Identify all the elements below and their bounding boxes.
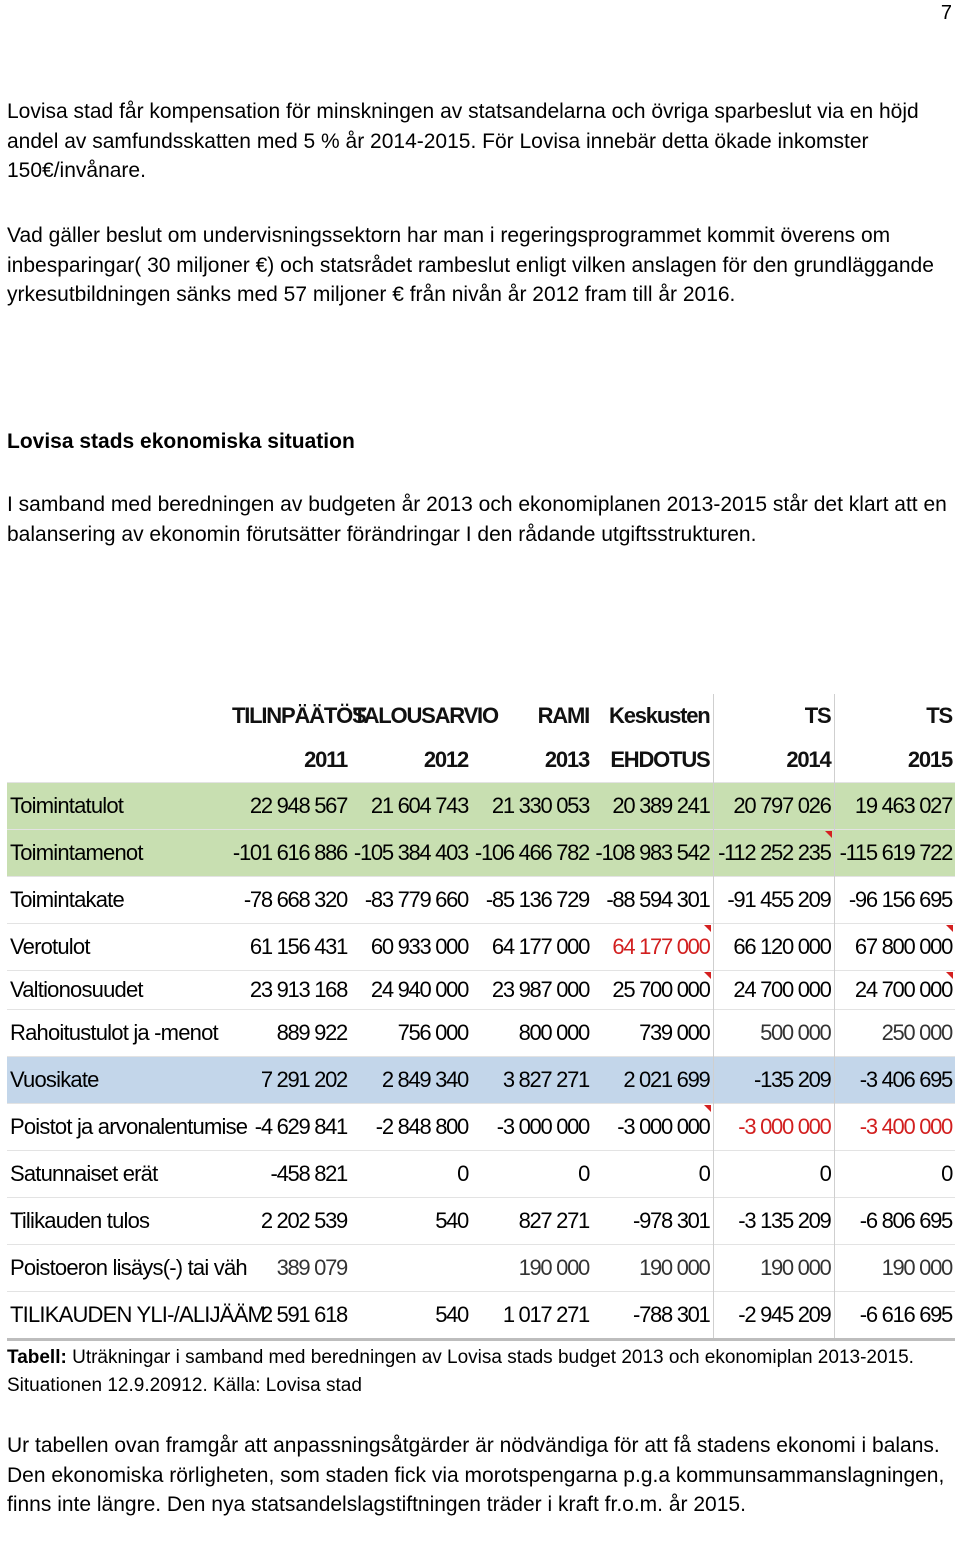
table-cell: 739 000: [592, 1010, 713, 1057]
column-subheader: 2015: [834, 738, 955, 783]
table-cell: -96 156 695: [834, 877, 955, 924]
table-cell: -4 629 841: [229, 1104, 350, 1151]
table-row: [7, 877, 955, 924]
table-cell: 500 000: [713, 1010, 834, 1057]
table-cell: 22 948 567: [229, 783, 350, 830]
column-subheader: EHDOTUS: [610, 747, 710, 772]
section-heading: Lovisa stads ekonomiska situation: [7, 430, 355, 453]
table-cell: -3 406 695: [834, 1057, 955, 1104]
row-label: Tilikauden tulos: [7, 1198, 229, 1245]
row-label: Verotulot: [7, 924, 229, 971]
table-cell: -105 384 403: [350, 830, 471, 877]
table-row: [7, 924, 955, 971]
table-cell: 540: [350, 1292, 471, 1340]
table-row: [7, 1057, 955, 1104]
column-subheader: 2011: [304, 747, 347, 772]
table-header-row: [7, 694, 955, 738]
row-label: Valtionosuudet: [7, 971, 229, 1010]
table-cell: 64 177 000: [471, 924, 592, 971]
table-cell: -6 616 695: [834, 1292, 955, 1340]
caption-label: Tabell:: [7, 1347, 67, 1368]
table-cell: -115 619 722: [834, 830, 955, 877]
table-cell: -106 466 782: [471, 830, 592, 877]
table-cell: 827 271: [471, 1198, 592, 1245]
paragraph-conclusion: Ur tabellen ovan framgår att anpassningsåtgärder är nödvändiga för att få stadens ekonomi i balans. Den ekonomiska rörligheten, som staden fick via morotspengarna p.g.a kommunsammanslagningen, finns inte längre. Den nya statsandelslagstiftningen träder i kraft fr.o.m. år 2015.: [7, 1434, 945, 1516]
table-cell: 66 120 000: [713, 924, 834, 971]
table-cell: 0: [471, 1151, 592, 1198]
table-cell: 21 604 743: [350, 783, 471, 830]
column-subheader: 2012: [423, 747, 468, 772]
table-cell: [350, 1245, 471, 1292]
table-cell: 7 291 202: [229, 1057, 350, 1104]
table-cell: 19 463 027: [834, 783, 955, 830]
table-cell: 25 700 000: [592, 971, 713, 1010]
table-cell: -112 252 235: [713, 830, 834, 877]
row-label: Vuosikate: [7, 1057, 229, 1104]
table-cell: 3 827 271: [471, 1057, 592, 1104]
header-corner: [7, 694, 229, 738]
column-header: TILINPÄÄTÖS: [232, 703, 366, 728]
table-row: [7, 783, 955, 830]
column-header: RAMI: [537, 703, 589, 728]
column-header: TALOUSARVIO: [353, 703, 498, 728]
caption-text: Uträkningar i samband med beredningen av Lovisa stads budget 2013 och ekonomiplan 2013-2015. Situationen 12.9.20912. Källa: Lovisa stad: [7, 1347, 914, 1396]
row-label: Satunnaiset erät: [7, 1151, 229, 1198]
table-cell: 0: [834, 1151, 955, 1198]
column-header: TS: [713, 694, 834, 738]
table-cell: -6 806 695: [834, 1198, 955, 1245]
table-cell-highlighted: -3 400 000: [834, 1104, 955, 1151]
table-cell: -2 848 800: [350, 1104, 471, 1151]
header-corner: [7, 738, 229, 783]
row-label: Toimintakate: [7, 877, 229, 924]
table-cell: 800 000: [471, 1010, 592, 1057]
table-cell: 61 156 431: [229, 924, 350, 971]
table-cell: -91 455 209: [713, 877, 834, 924]
table-header-row: [7, 738, 955, 783]
table-cell: -3 000 000: [471, 1104, 592, 1151]
row-label: Toimintamenot: [7, 830, 229, 877]
table-cell: 0: [592, 1151, 713, 1198]
row-label: Poistoeron lisäys(-) tai väh: [7, 1245, 229, 1292]
row-label: TILIKAUDEN YLI-/ALIJÄÄM: [7, 1292, 229, 1340]
table-cell: -788 301: [592, 1292, 713, 1340]
table-cell: -85 136 729: [471, 877, 592, 924]
table-cell: 190 000: [471, 1245, 592, 1292]
table-cell: 23 913 168: [229, 971, 350, 1010]
row-label: Poistot ja arvonalentumise: [7, 1104, 229, 1151]
table-cell: 2 591 618: [229, 1292, 350, 1340]
table-row: [7, 1292, 955, 1340]
table-cell: 1 017 271: [471, 1292, 592, 1340]
table-cell: 756 000: [350, 1010, 471, 1057]
table-caption: [7, 1344, 952, 1400]
table-cell: -78 668 320: [229, 877, 350, 924]
table-cell: 0: [713, 1151, 834, 1198]
table-cell: -135 209: [713, 1057, 834, 1104]
table-cell: 21 330 053: [471, 783, 592, 830]
table-cell: 60 933 000: [350, 924, 471, 971]
table-row: [7, 1245, 955, 1292]
table-cell-highlighted: 64 177 000: [592, 924, 713, 971]
financial-table: [7, 694, 955, 1341]
table-cell: 540: [350, 1198, 471, 1245]
table-cell: 20 389 241: [592, 783, 713, 830]
table-cell: 24 940 000: [350, 971, 471, 1010]
paragraph-compensation: Lovisa stad får kompensation för minskningen av statsandelarna och övriga sparbeslut via en höjd andel av samfundsskatten med 5 % år 2014-2015. För Lovisa innebär detta ökade inkomster 150€/invånare.: [7, 100, 919, 182]
table-row: [7, 1104, 955, 1151]
table-cell: -458 821: [229, 1151, 350, 1198]
column-subheader: 2013: [544, 747, 589, 772]
table-cell: -88 594 301: [592, 877, 713, 924]
table-cell: -108 983 542: [592, 830, 713, 877]
table-cell: 190 000: [713, 1245, 834, 1292]
paragraph-budget-preparation: I samband med beredningen av budgeten år 2013 och ekonomiplanen 2013-2015 står det klart att en balansering av ekonomin förutsätter förändringar I den rådande utgiftsstrukturen.: [7, 493, 947, 546]
table-cell: 24 700 000: [834, 971, 955, 1010]
table-cell: 23 987 000: [471, 971, 592, 1010]
table-cell: 2 202 539: [229, 1198, 350, 1245]
table-row: [7, 1198, 955, 1245]
table-row: [7, 971, 955, 1010]
table-cell: 190 000: [834, 1245, 955, 1292]
table-cell: -101 616 886: [229, 830, 350, 877]
table-cell-highlighted: -3 000 000: [713, 1104, 834, 1151]
paragraph-education-sector: Vad gäller beslut om undervisningssektorn har man i regeringsprogrammet kommit överens om inbesparingar( 30 miljoner €) och statsrådet rambeslut enligt vilken anslagen för den grundläggande yrkesutbildningen sänks med 57 miljoner € från nivån år 2012 fram till år 2016.: [7, 224, 934, 306]
table-cell: 2 021 699: [592, 1057, 713, 1104]
table-cell: 67 800 000: [834, 924, 955, 971]
table-cell: 889 922: [229, 1010, 350, 1057]
table-cell: 0: [350, 1151, 471, 1198]
table-cell: 389 079: [229, 1245, 350, 1292]
table-row: [7, 1151, 955, 1198]
column-header: Keskusten: [609, 703, 710, 728]
row-label: Rahoitustulot ja -menot: [7, 1010, 229, 1057]
table-cell: 20 797 026: [713, 783, 834, 830]
row-label: Toimintatulot: [7, 783, 229, 830]
table-cell: 190 000: [592, 1245, 713, 1292]
table-cell: 2 849 340: [350, 1057, 471, 1104]
table-cell: -2 945 209: [713, 1292, 834, 1340]
table-cell: -978 301: [592, 1198, 713, 1245]
table-cell: -3 000 000: [592, 1104, 713, 1151]
page-number: 7: [940, 2, 952, 24]
table-cell: -83 779 660: [350, 877, 471, 924]
table-cell: 250 000: [834, 1010, 955, 1057]
table-cell: 24 700 000: [713, 971, 834, 1010]
table-cell: -3 135 209: [713, 1198, 834, 1245]
table-row: [7, 830, 955, 877]
column-header: TS: [834, 694, 955, 738]
table-row: [7, 1010, 955, 1057]
column-subheader: 2014: [713, 738, 834, 783]
